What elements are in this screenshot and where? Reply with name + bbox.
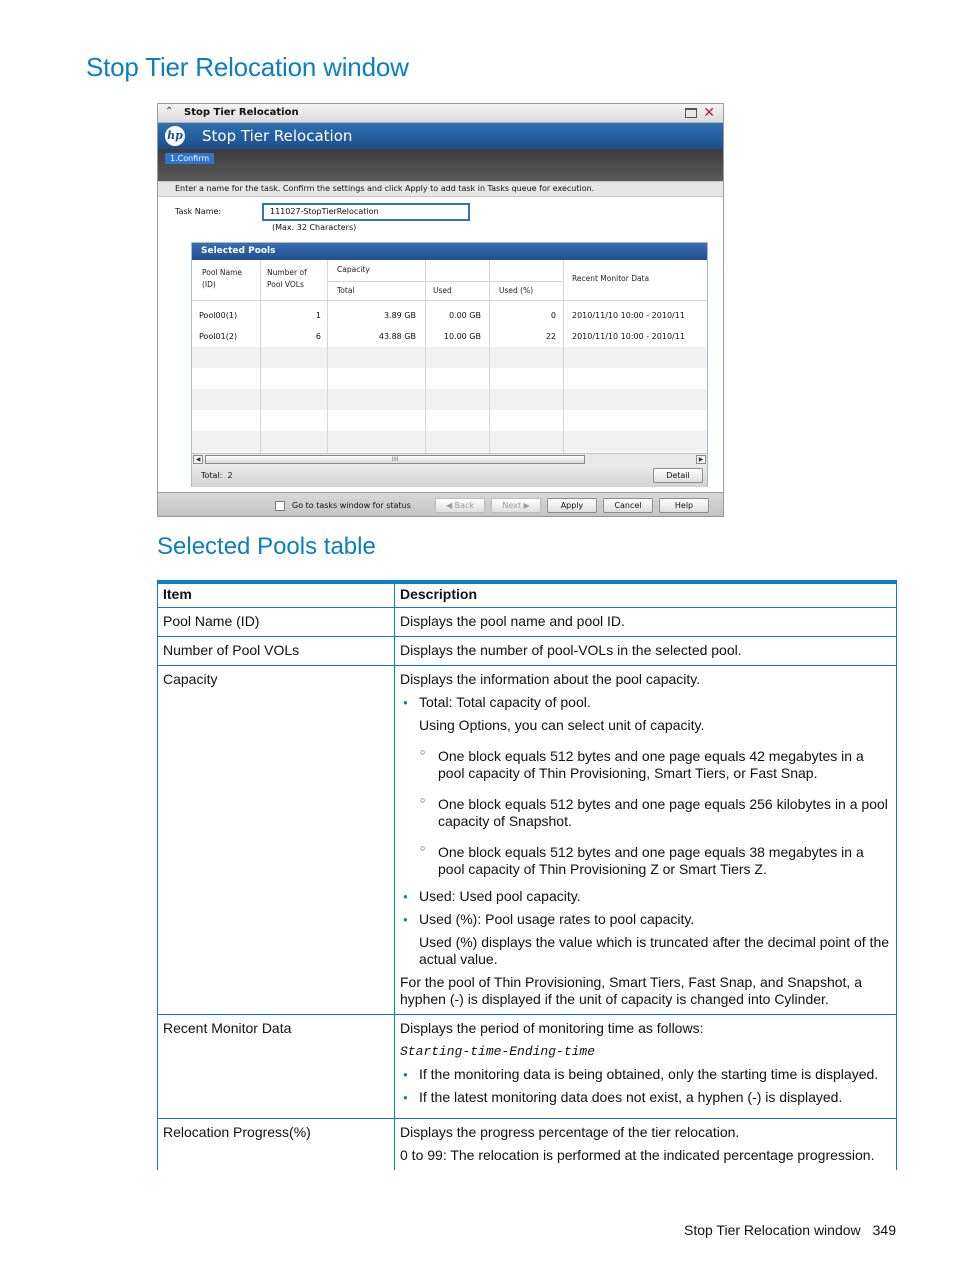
selected-pools-description-table	[157, 581, 897, 1170]
page-title: Stop Tier Relocation window	[86, 52, 409, 82]
task-name-hint: (Max. 32 Characters)	[272, 223, 357, 232]
list-item: ● If the monitoring data is being obtained, only the starting time is displayed.	[400, 1066, 891, 1083]
selected-pools-footer	[192, 465, 707, 487]
cell-used-pct: 22	[545, 332, 556, 341]
cell-recent-monitor: 2010/11/10 10:00 - 2010/11	[572, 311, 685, 320]
wizard-step-confirm[interactable]: 1.Confirm	[165, 153, 214, 164]
list-item: ○ One block equals 512 bytes and one page equals 42 megabytes in a pool capacity of Thin Provisioning, Smart Tiers, or Fast Snap.	[400, 748, 891, 782]
cell-used: 0.00 GB	[448, 311, 481, 320]
horizontal-scrollbar[interactable]	[192, 453, 707, 465]
monitor-intro: Displays the period of monitoring time as follows:	[400, 1020, 704, 1036]
capacity-list	[400, 888, 891, 928]
capacity-intro: Displays the information about the pool capacity.	[400, 671, 701, 687]
header-capacity: Capacity	[337, 265, 370, 274]
total-count	[201, 471, 233, 480]
section-heading: Selected Pools table	[157, 533, 376, 560]
capacity-list	[400, 694, 891, 711]
item-cell: Relocation Progress(%)	[158, 1119, 395, 1171]
list-item: ● If the latest monitoring data does not exist, a hyphen (-) is displayed.	[400, 1089, 891, 1106]
header-number-of-vols-line2: Pool VOLs	[267, 280, 304, 289]
header-pool-name[interactable]	[202, 267, 242, 291]
used-pct-note: Used (%) displays the value which is truncated after the decimal point of the actual value.	[419, 934, 890, 967]
footer-title: Stop Tier Relocation window	[683, 1222, 861, 1238]
list-item: ● Used: Used pool capacity.	[400, 888, 891, 905]
banner-title: Stop Tier Relocation	[202, 127, 353, 145]
cancel-button[interactable]: Cancel	[603, 498, 653, 513]
cell-number-of-vols: 6	[315, 332, 321, 341]
cell-used: 10.00 GB	[443, 332, 481, 341]
table-row	[158, 608, 897, 637]
scroll-left-icon[interactable]: ◀	[193, 455, 203, 464]
header-used[interactable]: Used	[433, 286, 452, 295]
list-item: ○ One block equals 512 bytes and one page equals 38 megabytes in a pool capacity of Thin Provisioning Z or Smart Tiers Z.	[400, 844, 891, 878]
page-footer	[684, 1222, 896, 1238]
page-number: 349	[872, 1222, 896, 1238]
window-titlebar	[158, 104, 723, 123]
list-item: ● Total: Total capacity of pool.	[400, 694, 891, 711]
header-divider	[328, 281, 564, 282]
monitor-format: Starting-time-Ending-time	[400, 1044, 596, 1059]
header-description: Description	[395, 582, 897, 608]
header-used-pct[interactable]: Used (%)	[499, 286, 534, 295]
collapse-icon[interactable]: ⌃	[165, 106, 174, 117]
maximize-icon[interactable]	[685, 108, 697, 118]
table-row	[158, 1119, 897, 1171]
help-button[interactable]: Help	[659, 498, 709, 513]
table-row	[158, 637, 897, 666]
back-button[interactable]: ◀ Back	[435, 498, 485, 513]
total-label: Total:	[201, 471, 223, 480]
selected-pools-panel	[191, 242, 708, 487]
progress-intro: Displays the progress percentage of the tier relocation.	[400, 1124, 740, 1140]
header-total[interactable]: Total	[337, 286, 355, 295]
list-item: ● Used (%): Pool usage rates to pool capacity.	[400, 911, 891, 928]
cell-total: 3.89 GB	[383, 311, 416, 320]
cell-pool-name: Pool01(2)	[199, 332, 238, 341]
table-row	[158, 1015, 897, 1119]
header-divider	[192, 300, 707, 301]
capacity-sublist	[400, 748, 891, 878]
monitor-list	[400, 1066, 891, 1106]
selected-pools-title: Selected Pools	[192, 243, 707, 260]
description-cell	[395, 666, 897, 1015]
header-number-of-vols-line1: Number of	[267, 268, 307, 277]
task-name-input[interactable]: 111027-StopTierRelocation	[262, 203, 470, 221]
close-icon[interactable]: ✕	[703, 105, 715, 121]
scroll-thumb[interactable]: IIII	[205, 455, 585, 464]
capacity-options: Using Options, you can select unit of capacity.	[419, 717, 705, 733]
capacity-note: For the pool of Thin Provisioning, Smart Tiers, Fast Snap, and Snapshot, a hyphen (-) is displayed if the unit of capacity is changed into Cylinder.	[400, 974, 862, 1007]
item-cell: Pool Name (ID)	[158, 608, 395, 637]
item-cell: Recent Monitor Data	[158, 1015, 395, 1119]
apply-button[interactable]: Apply	[547, 498, 597, 513]
header-item: Item	[158, 582, 395, 608]
item-cell: Number of Pool VOLs	[158, 637, 395, 666]
description-cell: Displays the number of pool-VOLs in the selected pool.	[395, 637, 897, 666]
cell-total: 43.88 GB	[378, 332, 416, 341]
detail-button[interactable]: Detail	[653, 468, 703, 483]
task-name-label: Task Name:	[175, 207, 222, 216]
header-number-of-vols[interactable]	[267, 267, 307, 291]
next-button[interactable]: Next ▶	[491, 498, 541, 513]
wizard-banner	[158, 123, 723, 181]
wizard-footer	[158, 492, 723, 517]
instruction-text: Enter a name for the task. Confirm the settings and click Apply to add task in Tasks queue for execution.	[158, 181, 723, 197]
window-title: Stop Tier Relocation	[184, 107, 299, 118]
go-to-tasks-label: Go to tasks window for status	[292, 501, 411, 510]
total-value: 2	[227, 471, 233, 480]
scroll-right-icon[interactable]: ▶	[696, 455, 706, 464]
selected-pools-grid	[192, 260, 707, 453]
cell-pool-name: Pool00(1)	[199, 311, 238, 320]
list-item: ○ One block equals 512 bytes and one page equals 256 kilobytes in a pool capacity of Snapshot.	[400, 796, 891, 830]
table-header-row	[158, 582, 897, 608]
header-recent-monitor[interactable]: Recent Monitor Data	[572, 274, 650, 283]
description-cell: Displays the pool name and pool ID.	[395, 608, 897, 637]
hp-logo: hp	[165, 126, 185, 146]
description-cell	[395, 1119, 897, 1171]
stop-tier-relocation-window	[157, 103, 724, 517]
cell-number-of-vols: 1	[315, 311, 321, 320]
item-cell: Capacity	[158, 666, 395, 1015]
cell-recent-monitor: 2010/11/10 10:00 - 2010/11	[572, 332, 685, 341]
go-to-tasks-checkbox[interactable]	[275, 501, 285, 511]
header-pool-name-line2: (ID)	[202, 280, 216, 289]
cell-used-pct: 0	[550, 311, 556, 320]
table-row	[158, 666, 897, 1015]
description-cell	[395, 1015, 897, 1119]
progress-line2: 0 to 99: The relocation is performed at the indicated percentage progression.	[400, 1147, 875, 1163]
header-pool-name-line1: Pool Name	[202, 268, 243, 277]
